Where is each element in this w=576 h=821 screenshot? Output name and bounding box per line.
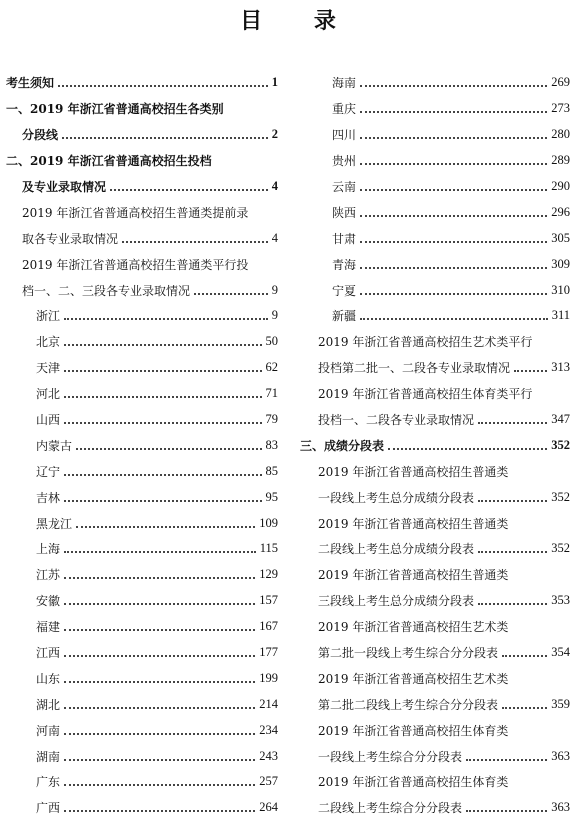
toc-page-number: 129	[259, 567, 278, 582]
toc-entry-title: 广东	[36, 775, 61, 790]
toc-dot-leader	[64, 706, 255, 709]
toc-dot-leader	[478, 499, 547, 502]
toc-entry-title: 山东	[36, 671, 61, 686]
toc-entry[interactable]	[300, 432, 570, 458]
toc-entry[interactable]	[300, 743, 570, 769]
toc-entry[interactable]	[300, 277, 570, 303]
toc-dot-leader	[360, 292, 547, 295]
toc-page-number: 157	[259, 593, 278, 608]
toc-entry[interactable]	[300, 329, 570, 355]
toc-entry[interactable]	[6, 407, 278, 433]
toc-page-number: 352	[551, 437, 570, 452]
toc-dot-leader	[110, 188, 268, 191]
toc-entry-title: 河北	[36, 387, 61, 402]
toc-entry[interactable]	[300, 614, 570, 640]
toc-entry-title: 重庆	[332, 102, 357, 117]
toc-entry[interactable]	[300, 536, 570, 562]
toc-entry-title: 2019 年浙江省普通高校招生体育类	[318, 775, 509, 790]
toc-entry[interactable]	[300, 458, 570, 484]
toc-page-number: 352	[551, 489, 570, 504]
toc-entry[interactable]	[6, 691, 278, 717]
toc-entry-title: 二段线上考生总分成绩分段表	[318, 542, 475, 557]
toc-entry-title: 浙江	[36, 309, 61, 324]
toc-dot-leader	[64, 499, 261, 502]
toc-dot-leader	[478, 602, 547, 605]
toc-entry[interactable]	[300, 562, 570, 588]
toc-page-number: 347	[551, 412, 570, 427]
toc-dot-leader	[194, 292, 268, 295]
toc-dot-leader	[64, 732, 255, 735]
toc-entry[interactable]	[6, 432, 278, 458]
toc-dot-leader	[64, 317, 268, 320]
toc-entry-title: 2019 年浙江省普通高校招生体育类平行	[318, 387, 533, 402]
toc-entry-title: 河南	[36, 723, 61, 738]
toc-page-number: 313	[551, 360, 570, 375]
toc-dot-leader	[64, 369, 261, 372]
toc-page-number: 85	[265, 463, 278, 478]
toc-entry[interactable]	[300, 381, 570, 407]
toc-entry-title: 2019 年浙江省普通高校招生普通类提前录	[22, 205, 249, 220]
toc-entry-title: 吉林	[36, 490, 61, 505]
toc-entry-title: 一段线上考生总分成绩分段表	[318, 490, 475, 505]
toc-entry[interactable]	[300, 251, 570, 277]
toc-dot-leader	[388, 447, 547, 450]
toc-entry[interactable]	[6, 381, 278, 407]
toc-entry-title: 2019 年浙江省普通高校招生普通类	[318, 568, 509, 583]
toc-entry[interactable]	[300, 588, 570, 614]
toc-entry-title: 2019 年浙江省普通高校招生艺术类	[318, 671, 509, 686]
toc-dot-leader	[76, 447, 261, 450]
toc-page-number: 4	[271, 179, 278, 193]
toc-dot-leader	[360, 188, 547, 191]
toc-dot-leader	[58, 84, 268, 87]
toc-dot-leader	[64, 602, 255, 605]
toc-entry-title: 2019 年浙江省普通高校招生普通类	[318, 516, 509, 531]
toc-entry-title: 黑龙江	[36, 516, 73, 531]
toc-page-number: 289	[551, 153, 570, 168]
toc-entry-title: 上海	[36, 542, 61, 557]
toc-entry-title: 第二批二段线上考生综合分分段表	[318, 697, 499, 712]
toc-page-number: 95	[265, 489, 278, 504]
toc-page-number: 354	[551, 645, 570, 660]
toc-dot-leader	[514, 369, 547, 372]
toc-entry-title: 三段线上考生总分成绩分段表	[318, 594, 475, 609]
toc-entry-title: 山西	[36, 413, 61, 428]
toc-entry[interactable]	[6, 795, 278, 821]
toc-entry-title: 湖北	[36, 697, 61, 712]
toc-page-number: 1	[271, 75, 278, 90]
page-title: 目 录	[240, 8, 358, 34]
toc-entry-title: 分段线	[22, 128, 59, 143]
toc-page-number: 115	[259, 541, 278, 556]
toc-entry[interactable]	[6, 588, 278, 614]
toc-entry[interactable]	[300, 355, 570, 381]
toc-entry-title: 辽宁	[36, 464, 61, 479]
toc-left-column	[6, 70, 278, 821]
toc-page-number: 363	[551, 800, 570, 815]
toc-page-number: 290	[551, 179, 570, 193]
toc-entry-title: 贵州	[332, 154, 357, 169]
toc-page-number: 83	[265, 437, 278, 452]
toc-entry[interactable]	[6, 769, 278, 795]
toc-entry[interactable]	[6, 562, 278, 588]
toc-page-number: 167	[259, 619, 278, 634]
toc-dot-leader	[122, 240, 268, 243]
toc-page-number: 4	[271, 230, 278, 245]
toc-dot-leader	[360, 214, 547, 217]
toc-dot-leader	[64, 809, 255, 812]
toc-entry[interactable]	[300, 225, 570, 251]
toc-page-number: 9	[271, 308, 278, 323]
toc-entry[interactable]	[6, 665, 278, 691]
toc-entry[interactable]	[300, 640, 570, 666]
toc-entry[interactable]	[6, 614, 278, 640]
toc-entry[interactable]	[6, 303, 278, 329]
toc-page-number: 177	[259, 645, 278, 660]
toc-dot-leader	[360, 317, 548, 320]
toc-dot-leader	[466, 809, 547, 812]
toc-entry-title: 四川	[332, 128, 357, 143]
toc-page-number: 199	[259, 670, 278, 685]
toc-page-number: 234	[259, 722, 278, 737]
toc-entry[interactable]	[300, 769, 570, 795]
toc-page-number: 243	[259, 748, 278, 763]
toc-entry[interactable]	[300, 665, 570, 691]
toc-dot-leader	[64, 576, 255, 579]
toc-entry-title: 宁夏	[332, 283, 357, 298]
toc-right-column	[300, 70, 570, 821]
toc-page-number: 353	[551, 593, 570, 608]
toc-entry[interactable]	[6, 329, 278, 355]
toc-entry-title: 2019 年浙江省普通高校招生体育类	[318, 723, 509, 738]
toc-entry-title: 档一、二、三段各专业录取情况	[22, 283, 191, 298]
toc-entry[interactable]	[6, 458, 278, 484]
toc-entry-title: 一、2019 年浙江省普通高校招生各类别	[6, 102, 224, 117]
toc-dot-leader	[64, 343, 261, 346]
toc-entry-title: 2019 年浙江省普通高校招生普通类	[318, 464, 509, 479]
toc-page-number: 109	[259, 515, 278, 530]
toc-entry-title: 2019 年浙江省普通高校招生艺术类平行	[318, 335, 533, 350]
toc-page-number: 273	[551, 101, 570, 116]
toc-entry-title: 福建	[36, 620, 61, 635]
toc-entry-title: 考生须知	[6, 76, 55, 91]
toc-dot-leader	[64, 680, 255, 683]
toc-dot-leader	[466, 758, 547, 761]
toc-entry[interactable]	[6, 277, 278, 303]
toc-entry[interactable]	[6, 70, 278, 96]
toc-page-number: 264	[259, 800, 278, 815]
toc-entry-title: 天津	[36, 361, 61, 376]
toc-entry[interactable]	[300, 96, 570, 122]
toc-page-number: 50	[265, 334, 278, 349]
toc-entry-title: 广西	[36, 801, 61, 816]
toc-entry-title: 及专业录取情况	[22, 180, 107, 194]
toc-entry[interactable]	[300, 717, 570, 743]
toc-entry[interactable]	[6, 225, 278, 251]
toc-page-number: 352	[551, 541, 570, 556]
toc-dot-leader	[76, 525, 255, 528]
toc-entry-title: 2019 年浙江省普通高校招生普通类平行投	[22, 257, 249, 272]
toc-entry-title: 取各专业录取情况	[22, 231, 119, 246]
toc-dot-leader	[360, 162, 547, 165]
toc-page-number: 359	[551, 696, 570, 711]
toc-entry-title: 甘肃	[332, 231, 357, 246]
toc-entry[interactable]	[6, 717, 278, 743]
toc-entry[interactable]	[6, 122, 278, 148]
toc-dot-leader	[64, 758, 255, 761]
toc-entry-title: 云南	[332, 180, 357, 194]
toc-entry-title: 海南	[332, 76, 357, 91]
toc-entry[interactable]	[6, 174, 278, 200]
toc-entry[interactable]	[300, 70, 570, 96]
toc-entry[interactable]	[6, 355, 278, 381]
toc-entry[interactable]	[300, 174, 570, 200]
toc-page-number: 363	[551, 748, 570, 763]
toc-entry-title: 江苏	[36, 568, 61, 583]
toc-entry-title: 投档一、二段各专业录取情况	[318, 413, 475, 428]
toc-page-number: 311	[551, 308, 570, 323]
toc-dot-leader	[64, 628, 255, 631]
toc-page-number: 269	[551, 75, 570, 90]
toc-entry-title: 第二批一段线上考生综合分分段表	[318, 646, 499, 661]
toc-entry[interactable]	[300, 199, 570, 225]
toc-dot-leader	[360, 240, 547, 243]
toc-entry-title: 三、成绩分段表	[300, 438, 385, 453]
toc-dot-leader	[478, 550, 547, 553]
toc-entry[interactable]	[300, 691, 570, 717]
toc-dot-leader	[64, 473, 261, 476]
toc-dot-leader	[360, 110, 547, 113]
toc-entry-title: 投档第二批一、二段各专业录取情况	[318, 361, 511, 376]
toc-entry-title: 陕西	[332, 205, 357, 220]
toc-dot-leader	[64, 654, 255, 657]
toc-dot-leader	[360, 136, 547, 139]
toc-entry[interactable]	[6, 96, 278, 122]
toc-dot-leader	[360, 84, 547, 87]
toc-dot-leader	[64, 783, 255, 786]
toc-dot-leader	[478, 421, 547, 424]
toc-page-number: 310	[551, 282, 570, 297]
toc-entry-title: 青海	[332, 257, 357, 272]
toc-entry-title: 安徽	[36, 594, 61, 609]
toc-entry[interactable]	[300, 148, 570, 174]
toc-entry-title: 2019 年浙江省普通高校招生艺术类	[318, 620, 509, 635]
toc-page-number: 257	[259, 774, 278, 789]
toc-entry-title: 湖南	[36, 749, 61, 764]
toc-page-number: 62	[265, 360, 278, 375]
toc-entry-title: 江西	[36, 646, 61, 661]
toc-page-number: 214	[259, 696, 278, 711]
toc-entry-title: 二、2019 年浙江省普通高校招生投档	[6, 154, 212, 169]
toc-entry[interactable]	[6, 510, 278, 536]
toc-entry[interactable]	[6, 536, 278, 562]
toc-page-number: 9	[271, 282, 278, 297]
toc-dot-leader	[502, 706, 547, 709]
toc-entry-title: 新疆	[332, 309, 357, 324]
toc-page-number: 296	[551, 204, 570, 219]
toc-entry[interactable]	[6, 743, 278, 769]
toc-dot-leader	[62, 136, 268, 139]
toc-entry[interactable]	[300, 484, 570, 510]
toc-entry-title: 一段线上考生综合分分段表	[318, 749, 463, 764]
toc-entry-title: 北京	[36, 335, 61, 350]
toc-page-number: 79	[265, 412, 278, 427]
toc-entry[interactable]	[6, 484, 278, 510]
toc-dot-leader	[64, 421, 261, 424]
toc-page-number: 2	[271, 127, 278, 142]
toc-page-number: 305	[551, 230, 570, 245]
toc-dot-leader	[502, 654, 547, 657]
toc-entry-title: 二段线上考生综合分分段表	[318, 801, 463, 816]
toc-entry[interactable]	[6, 199, 278, 225]
toc-page-number: 71	[265, 386, 278, 401]
toc-entry[interactable]	[6, 251, 278, 277]
toc-page-number: 280	[551, 127, 570, 142]
toc-entry[interactable]	[6, 148, 278, 174]
toc-entry[interactable]	[300, 510, 570, 536]
toc-entry[interactable]	[300, 795, 570, 821]
toc-page-number: 309	[551, 256, 570, 271]
toc-entry[interactable]	[6, 640, 278, 666]
toc-entry[interactable]	[300, 407, 570, 433]
toc-dot-leader	[64, 550, 256, 553]
toc-dot-leader	[64, 395, 261, 398]
toc-entry-title: 内蒙古	[36, 438, 73, 453]
toc-entry[interactable]	[300, 122, 570, 148]
toc-dot-leader	[360, 266, 547, 269]
toc-entry[interactable]	[300, 303, 570, 329]
